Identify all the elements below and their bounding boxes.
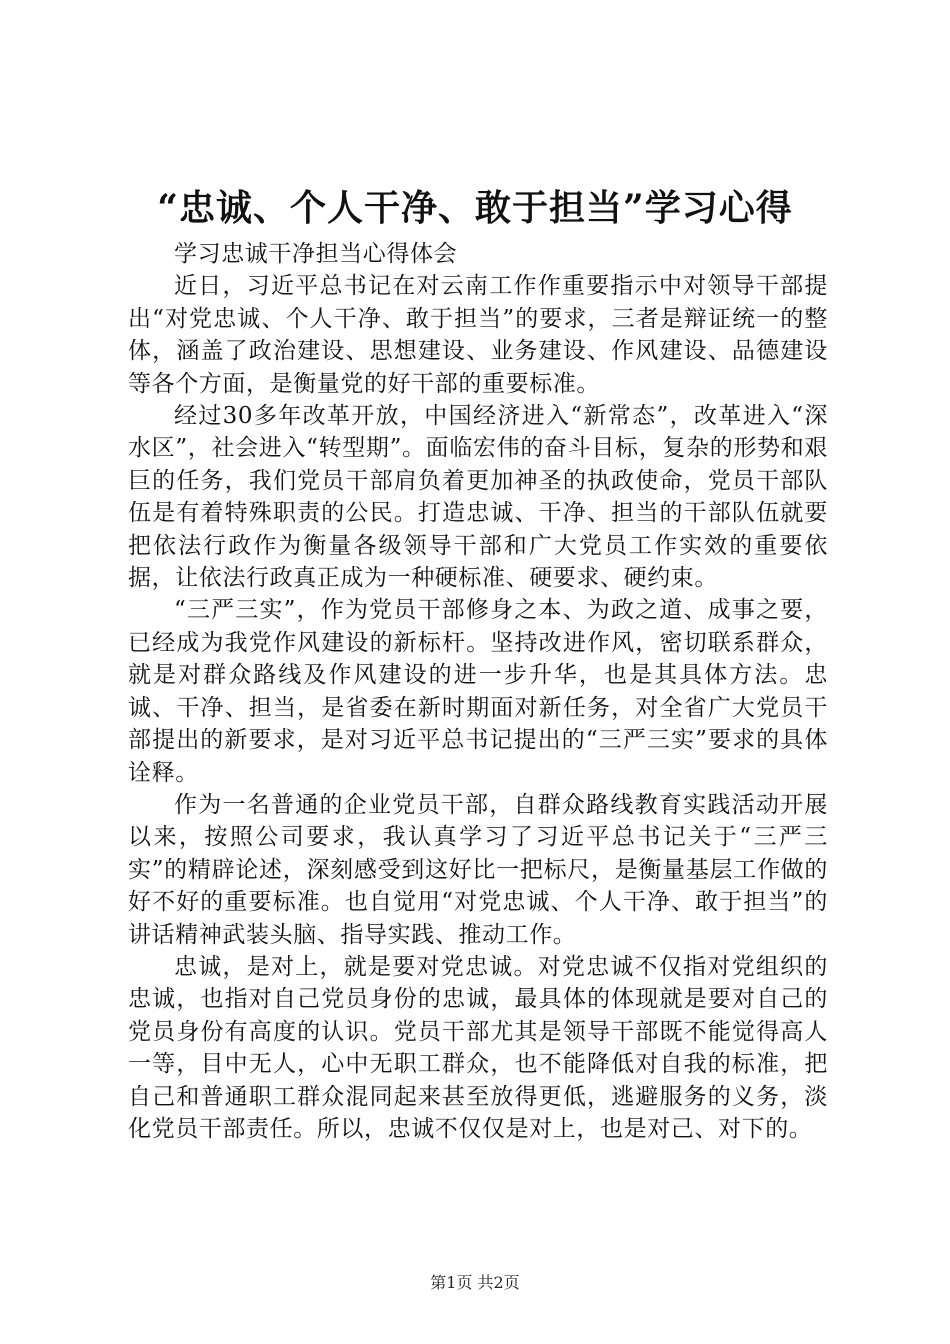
page-number-footer: 第1页 共2页: [430, 1273, 520, 1292]
paragraph: 忠诚，是对上，就是要对党忠诚。对党忠诚不仅指对党组织的忠诚，也指对自己党员身份的忠诚，最具体的体现就是要对自己的党员身份有高度的认识。党员干部尤其是领导干部既不能觉得高人一等，目中无人，心中无职工群众，也不能降低对自我的标准，把自己和普通职工群众混同起来甚至放得更低，逃避服务的义务，淡化党员干部责任。所以，忠诚不仅仅是对上，也是对己、对下的。: [128, 953, 828, 1142]
document-body: [128, 238, 828, 1145]
paragraph-subtitle: 学习忠诚干净担当心得体会: [174, 241, 458, 267]
paragraph: “三严三实”，作为党员干部修身之本、为政之道、成事之要，已经成为我党作风建设的新标杆。坚持改进作风，密切联系群众，就是对群众路线及作风建设的进一步升华，也是其具体方法。忠诚、干净、担当，是省委在新时期面对新任务，对全省广大党员干部提出的新要求，是对习近平总书记提出的“三严三实”要求的具体诠释。: [128, 597, 828, 786]
paragraph: 经过30多年改革开放，中国经济进入“新常态”，改革进入“深水区”，社会进入“转型期”。面临宏伟的奋斗目标，复杂的形势和艰巨的任务，我们党员干部肩负着更加神圣的执政使命，党员干部队伍是有着特殊职责的公民。打造忠诚、干净、担当的干部队伍就要把依法行政作为衡量各级领导干部和广大党员工作实效的重要依据，让依法行政真正成为一种硬标准、硬要求、硬约束。: [128, 403, 828, 592]
paragraph: 近日，习近平总书记在对云南工作作重要指示中对领导干部提出“对党忠诚、个人干净、敢于担当”的要求，三者是辩证统一的整体，涵盖了政治建设、思想建设、业务建设、作风建设、品德建设等各个方面，是衡量党的好干部的重要标准。: [128, 273, 828, 397]
document-title: “忠诚、个人干净、敢于担当”学习心得: [157, 187, 793, 229]
paragraph: 作为一名普通的企业党员干部，自群众路线教育实践活动开展以来，按照公司要求，我认真学习了习近平总书记关于“三严三实”的精辟论述，深刻感受到这好比一把标尺，是衡量基层工作做的好不好的重要标准。也自觉用“对党忠诚、个人干净、敢于担当”的讲话精神武装头脑、指导实践、推动工作。: [128, 791, 828, 948]
